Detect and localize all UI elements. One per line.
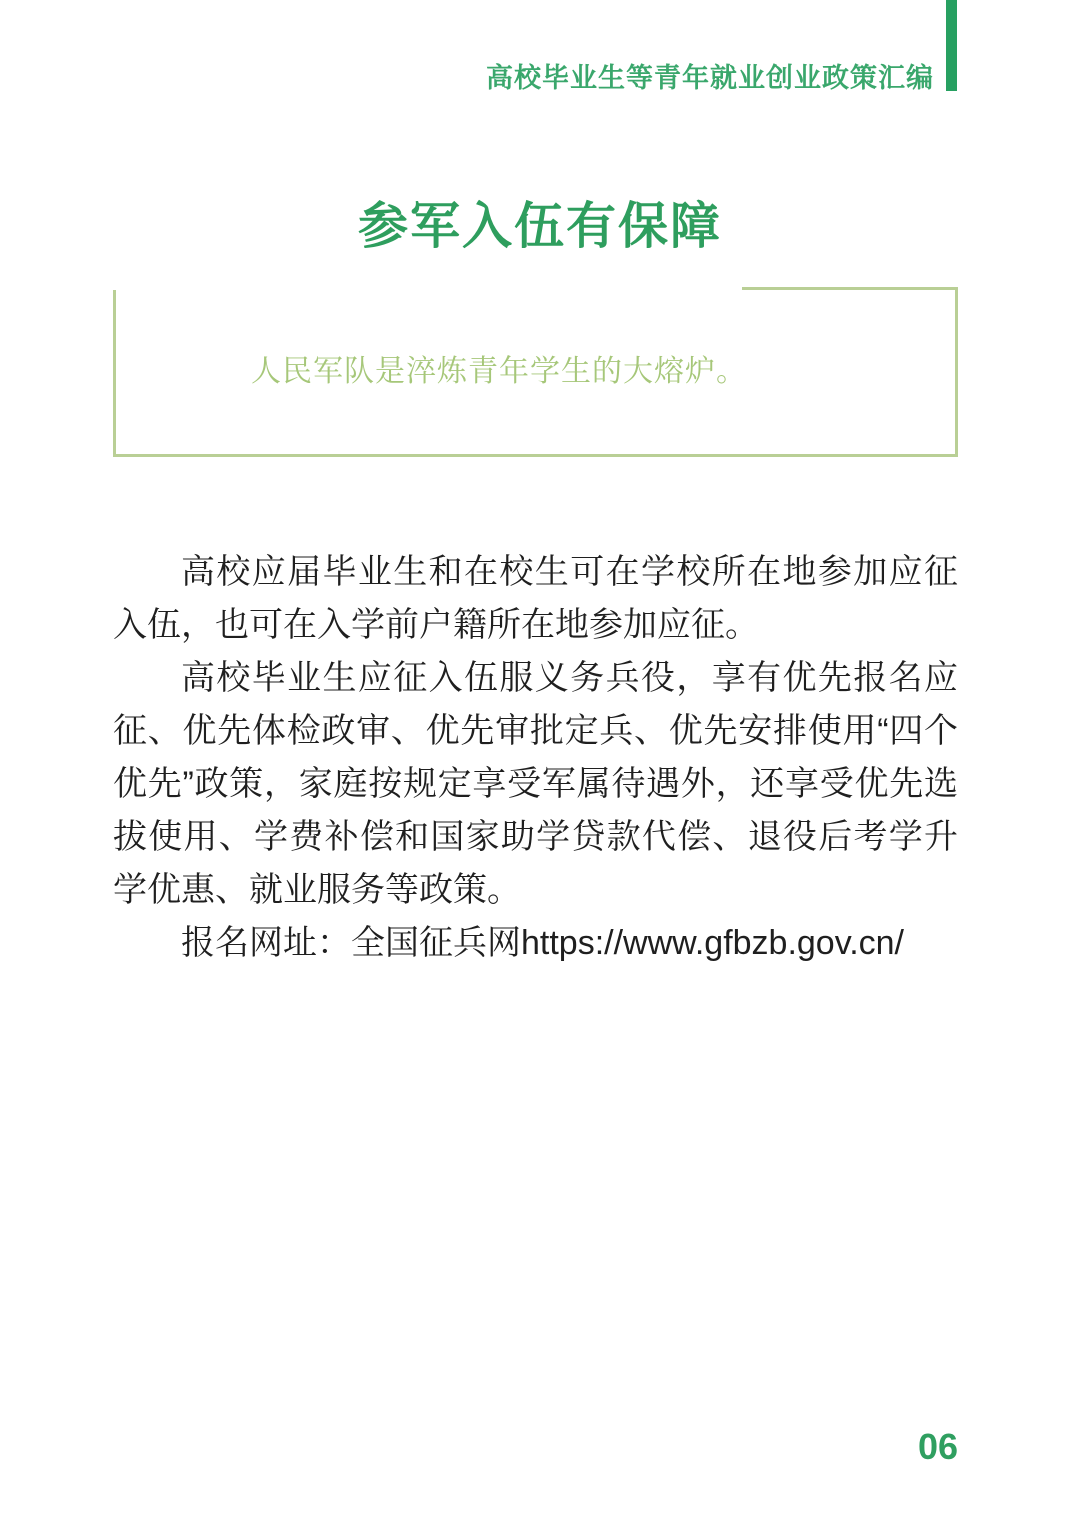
header-accent-bar (946, 0, 957, 91)
page-title: 参军入伍有保障 (358, 198, 722, 254)
body-paragraph: 高校毕业生应征入伍服义务兵役，享有优先报名应征、优先体检政审、优先审批定兵、优先安排使用“四个优先”政策，家庭按规定享受军属待遇外，还享受优先选拔使用、学费补偿和国家助学贷款代偿、退役后考学升学优惠、就业服务等政策。 (113, 659, 958, 909)
quote-text: 人民军队是淬炼青年学生的大熔炉。 (251, 355, 747, 388)
quote-box (113, 290, 958, 457)
booklet-title: 高校毕业生等青年就业创业政策汇编 (486, 63, 934, 93)
body-paragraph: 高校应届毕业生和在校生可在学校所在地参加应征入伍，也可在入学前户籍所在地参加应征。 (113, 553, 958, 644)
quote-box-top-border-segment (742, 287, 958, 290)
body-paragraph-signup-url: 报名网址：全国征兵网https://www.gfbzb.gov.cn/ (181, 924, 904, 962)
body-text (113, 546, 958, 970)
page-number: 06 (918, 1426, 959, 1467)
